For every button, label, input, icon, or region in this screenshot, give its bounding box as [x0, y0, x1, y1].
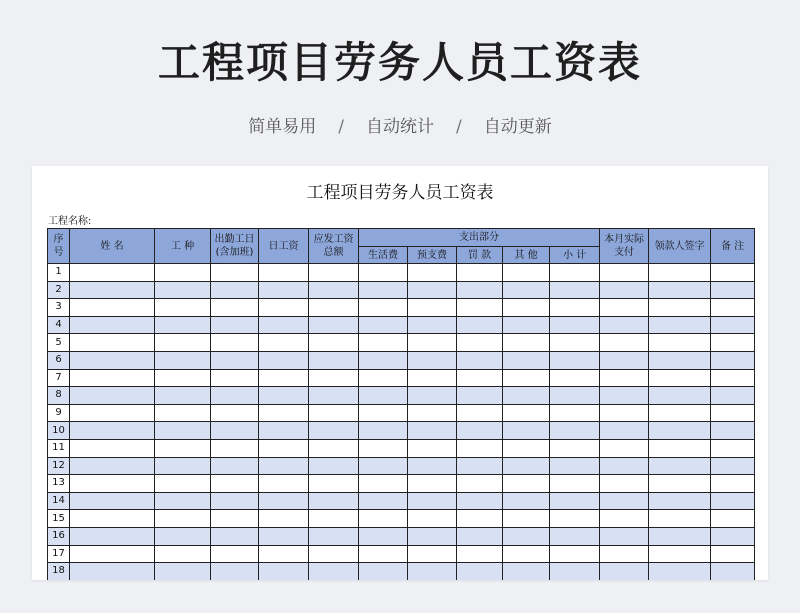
header-expense-group: 支出部分 [359, 229, 600, 247]
table-cell[interactable] [359, 316, 408, 334]
table-cell[interactable] [649, 475, 711, 493]
table-cell[interactable] [503, 404, 550, 422]
row-number: 1 [48, 264, 70, 282]
table-cell[interactable] [649, 264, 711, 282]
table-cell[interactable] [259, 316, 309, 334]
table-cell[interactable] [711, 299, 755, 317]
table-cell[interactable] [259, 404, 309, 422]
table-cell[interactable] [359, 387, 408, 405]
table-cell[interactable] [408, 351, 457, 369]
table-cell[interactable] [408, 299, 457, 317]
table-cell[interactable] [649, 510, 711, 528]
row-number: 2 [48, 281, 70, 299]
table-cell[interactable] [155, 492, 211, 510]
table-cell[interactable] [211, 527, 259, 545]
table-cell[interactable] [649, 299, 711, 317]
table-cell[interactable] [155, 281, 211, 299]
row-number: 11 [48, 439, 70, 457]
table-cell[interactable] [550, 369, 600, 387]
table-cell[interactable] [211, 422, 259, 440]
table-cell[interactable] [408, 439, 457, 457]
table-cell[interactable] [711, 334, 755, 352]
table-cell[interactable] [408, 527, 457, 545]
table-cell[interactable] [259, 457, 309, 475]
table-cell[interactable] [359, 545, 408, 563]
table-cell[interactable] [550, 545, 600, 563]
table-cell[interactable] [211, 404, 259, 422]
table-cell[interactable] [711, 457, 755, 475]
table-cell[interactable] [550, 422, 600, 440]
table-cell[interactable] [649, 404, 711, 422]
header-other: 其 他 [503, 247, 550, 264]
table-cell[interactable] [600, 404, 649, 422]
row-number: 9 [48, 404, 70, 422]
table-cell[interactable] [359, 563, 408, 580]
table-cell[interactable] [550, 563, 600, 580]
table-cell[interactable] [711, 563, 755, 580]
table-cell[interactable] [711, 545, 755, 563]
table-cell[interactable] [711, 316, 755, 334]
table-cell[interactable] [259, 475, 309, 493]
table-cell[interactable] [211, 264, 259, 282]
table-cell[interactable] [359, 527, 408, 545]
table-cell[interactable] [457, 475, 503, 493]
table-cell[interactable] [600, 334, 649, 352]
table-cell[interactable] [711, 404, 755, 422]
table-cell[interactable] [155, 545, 211, 563]
table-cell[interactable] [408, 404, 457, 422]
table-cell[interactable] [309, 369, 359, 387]
feature-tagline [0, 112, 800, 137]
table-cell[interactable] [503, 334, 550, 352]
table-cell[interactable] [155, 316, 211, 334]
table-cell[interactable] [457, 351, 503, 369]
table-cell[interactable] [649, 334, 711, 352]
row-number: 15 [48, 510, 70, 528]
table-cell[interactable] [259, 351, 309, 369]
table-cell[interactable] [155, 475, 211, 493]
table-cell[interactable] [408, 563, 457, 580]
table-cell[interactable] [211, 492, 259, 510]
table-cell[interactable] [211, 563, 259, 580]
table-cell[interactable] [359, 475, 408, 493]
table-cell[interactable] [211, 316, 259, 334]
row-number: 5 [48, 334, 70, 352]
table-cell[interactable] [457, 527, 503, 545]
row-number: 12 [48, 457, 70, 475]
table-cell[interactable] [211, 281, 259, 299]
table-cell[interactable] [259, 439, 309, 457]
table-cell[interactable] [649, 439, 711, 457]
row-number: 18 [48, 563, 70, 580]
table-cell[interactable] [309, 439, 359, 457]
table-cell[interactable] [600, 439, 649, 457]
table-cell[interactable] [649, 281, 711, 299]
table-cell[interactable] [600, 264, 649, 282]
table-row [48, 299, 755, 317]
feature-easy: 简单易用 [248, 117, 317, 137]
table-cell[interactable] [309, 422, 359, 440]
table-cell[interactable] [457, 316, 503, 334]
table-cell[interactable] [359, 457, 408, 475]
table-cell[interactable] [408, 281, 457, 299]
table-row [48, 510, 755, 528]
header-attendance: 出勤工日(含加班) [211, 229, 259, 264]
table-cell[interactable] [550, 334, 600, 352]
table-cell[interactable] [70, 545, 155, 563]
table-cell[interactable] [309, 387, 359, 405]
table-cell[interactable] [155, 387, 211, 405]
table-cell[interactable] [70, 281, 155, 299]
table-cell[interactable] [309, 351, 359, 369]
table-cell[interactable] [259, 387, 309, 405]
row-number: 13 [48, 475, 70, 493]
table-cell[interactable] [600, 527, 649, 545]
table-cell[interactable] [211, 334, 259, 352]
table-cell[interactable] [211, 510, 259, 528]
row-number: 16 [48, 527, 70, 545]
table-cell[interactable] [550, 316, 600, 334]
table-cell[interactable] [503, 422, 550, 440]
table-cell[interactable] [155, 404, 211, 422]
header-subtotal: 小 计 [550, 247, 600, 264]
spreadsheet-preview [32, 166, 768, 580]
table-cell[interactable] [457, 369, 503, 387]
table-cell[interactable] [309, 299, 359, 317]
row-number: 8 [48, 387, 70, 405]
table-cell[interactable] [711, 439, 755, 457]
table-cell[interactable] [211, 457, 259, 475]
table-cell[interactable] [503, 369, 550, 387]
table-cell[interactable] [309, 545, 359, 563]
table-cell[interactable] [457, 492, 503, 510]
table-cell[interactable] [600, 563, 649, 580]
table-cell[interactable] [503, 439, 550, 457]
table-cell[interactable] [503, 299, 550, 317]
row-number: 7 [48, 369, 70, 387]
table-cell[interactable] [259, 299, 309, 317]
table-row [48, 316, 755, 334]
table-cell[interactable] [457, 281, 503, 299]
table-cell[interactable] [155, 369, 211, 387]
table-cell[interactable] [155, 527, 211, 545]
table-cell[interactable] [457, 334, 503, 352]
table-cell[interactable] [70, 299, 155, 317]
header-fine: 罚 款 [457, 247, 503, 264]
table-cell[interactable] [70, 422, 155, 440]
table-cell[interactable] [155, 457, 211, 475]
table-cell[interactable] [649, 457, 711, 475]
table-cell[interactable] [600, 387, 649, 405]
table-cell[interactable] [711, 281, 755, 299]
table-cell[interactable] [70, 563, 155, 580]
table-cell[interactable] [155, 264, 211, 282]
table-cell[interactable] [711, 527, 755, 545]
table-cell[interactable] [155, 351, 211, 369]
table-cell[interactable] [600, 316, 649, 334]
table-cell[interactable] [70, 316, 155, 334]
table-cell[interactable] [711, 475, 755, 493]
table-cell[interactable] [70, 334, 155, 352]
table-cell[interactable] [711, 264, 755, 282]
table-row [48, 563, 755, 580]
table-cell[interactable] [408, 457, 457, 475]
table-cell[interactable] [359, 439, 408, 457]
table-cell[interactable] [359, 264, 408, 282]
table-cell[interactable] [259, 527, 309, 545]
table-cell[interactable] [457, 299, 503, 317]
table-cell[interactable] [550, 387, 600, 405]
table-cell[interactable] [503, 457, 550, 475]
table-cell[interactable] [649, 492, 711, 510]
table-cell[interactable] [649, 369, 711, 387]
table-cell[interactable] [711, 422, 755, 440]
table-row [48, 457, 755, 475]
page-title: 工程项目劳务人员工资表 [157, 38, 642, 87]
header-seq: 序号 [48, 229, 70, 264]
table-cell[interactable] [408, 545, 457, 563]
table-cell[interactable] [457, 264, 503, 282]
table-cell[interactable] [70, 475, 155, 493]
table-row [48, 334, 755, 352]
table-cell[interactable] [600, 299, 649, 317]
table-cell[interactable] [503, 351, 550, 369]
table-row [48, 369, 755, 387]
table-cell[interactable] [457, 387, 503, 405]
table-cell[interactable] [649, 316, 711, 334]
table-cell[interactable] [408, 316, 457, 334]
table-cell[interactable] [600, 351, 649, 369]
table-cell[interactable] [70, 369, 155, 387]
table-cell[interactable] [70, 492, 155, 510]
table-cell[interactable] [550, 527, 600, 545]
header-daily-wage: 日工资 [259, 229, 309, 264]
table-cell[interactable] [457, 545, 503, 563]
table-cell[interactable] [259, 369, 309, 387]
table-cell[interactable] [600, 369, 649, 387]
table-cell[interactable] [600, 492, 649, 510]
table-cell[interactable] [457, 457, 503, 475]
table-cell[interactable] [309, 475, 359, 493]
table-cell[interactable] [408, 369, 457, 387]
table-cell[interactable] [309, 457, 359, 475]
table-cell[interactable] [309, 264, 359, 282]
table-cell[interactable] [259, 545, 309, 563]
table-cell[interactable] [359, 510, 408, 528]
table-cell[interactable] [503, 545, 550, 563]
row-number: 17 [48, 545, 70, 563]
table-cell[interactable] [550, 510, 600, 528]
table-cell[interactable] [70, 457, 155, 475]
header-signature: 领款人签字 [649, 229, 711, 264]
table-cell[interactable] [155, 422, 211, 440]
table-cell[interactable] [359, 369, 408, 387]
header-living: 生活费 [359, 247, 408, 264]
table-cell[interactable] [550, 281, 600, 299]
table-row [48, 545, 755, 563]
table-cell[interactable] [309, 492, 359, 510]
table-cell[interactable] [550, 404, 600, 422]
table-cell[interactable] [408, 387, 457, 405]
table-cell[interactable] [211, 545, 259, 563]
table-cell[interactable] [155, 563, 211, 580]
table-cell[interactable] [457, 439, 503, 457]
table-cell[interactable] [600, 510, 649, 528]
table-cell[interactable] [649, 422, 711, 440]
table-cell[interactable] [259, 281, 309, 299]
table-cell[interactable] [211, 351, 259, 369]
header-paid: 本月实际支付 [600, 229, 649, 264]
table-cell[interactable] [503, 475, 550, 493]
table-cell[interactable] [550, 299, 600, 317]
table-cell[interactable] [155, 510, 211, 528]
table-row [48, 264, 755, 282]
feature-auto-stats: 自动统计 [366, 117, 434, 137]
table-cell[interactable] [600, 422, 649, 440]
header-advance: 预支费 [408, 247, 457, 264]
table-cell[interactable] [70, 439, 155, 457]
table-cell[interactable] [600, 281, 649, 299]
table-cell[interactable] [309, 281, 359, 299]
table-cell[interactable] [711, 351, 755, 369]
table-cell[interactable] [503, 264, 550, 282]
table-cell[interactable] [359, 351, 408, 369]
table-cell[interactable] [211, 475, 259, 493]
table-cell[interactable] [649, 563, 711, 580]
separator: / [456, 117, 462, 137]
table-cell[interactable] [408, 475, 457, 493]
table-cell[interactable] [408, 510, 457, 528]
table-cell[interactable] [503, 527, 550, 545]
table-cell[interactable] [309, 404, 359, 422]
table-cell[interactable] [70, 387, 155, 405]
table-cell[interactable] [155, 334, 211, 352]
table-cell[interactable] [503, 316, 550, 334]
table-row [48, 281, 755, 299]
table-cell[interactable] [155, 439, 211, 457]
table-cell[interactable] [649, 527, 711, 545]
table-cell[interactable] [711, 510, 755, 528]
table-cell[interactable] [550, 475, 600, 493]
header-trade: 工 种 [155, 229, 211, 264]
header-remark: 备 注 [711, 229, 755, 264]
table-row [48, 351, 755, 369]
table-cell[interactable] [259, 334, 309, 352]
table-cell[interactable] [259, 510, 309, 528]
table-cell[interactable] [550, 351, 600, 369]
table-cell[interactable] [211, 369, 259, 387]
separator: / [338, 117, 344, 137]
table-cell[interactable] [359, 404, 408, 422]
table-row [48, 475, 755, 493]
table-row [48, 492, 755, 510]
table-cell[interactable] [503, 510, 550, 528]
row-number: 14 [48, 492, 70, 510]
table-cell[interactable] [259, 422, 309, 440]
table-cell[interactable] [211, 387, 259, 405]
header-total-wage: 应发工资总额 [309, 229, 359, 264]
wage-table [47, 228, 755, 580]
feature-auto-update: 自动更新 [483, 117, 552, 137]
table-cell[interactable] [155, 299, 211, 317]
table-cell[interactable] [211, 439, 259, 457]
table-cell[interactable] [309, 563, 359, 580]
table-cell[interactable] [359, 492, 408, 510]
table-cell[interactable] [359, 334, 408, 352]
table-row [48, 422, 755, 440]
table-row [48, 387, 755, 405]
table-cell[interactable] [70, 527, 155, 545]
table-cell[interactable] [309, 334, 359, 352]
table-cell[interactable] [649, 387, 711, 405]
table-cell[interactable] [70, 351, 155, 369]
table-cell[interactable] [503, 387, 550, 405]
table-cell[interactable] [550, 457, 600, 475]
table-cell[interactable] [550, 492, 600, 510]
sheet-title: 工程项目劳务人员工资表 [306, 183, 494, 203]
table-row [48, 527, 755, 545]
table-row [48, 404, 755, 422]
table-cell[interactable] [711, 369, 755, 387]
table-cell[interactable] [711, 492, 755, 510]
table-cell[interactable] [457, 404, 503, 422]
header-name: 姓 名 [70, 229, 155, 264]
table-cell[interactable] [457, 422, 503, 440]
table-cell[interactable] [408, 334, 457, 352]
table-cell[interactable] [259, 492, 309, 510]
table-cell[interactable] [457, 510, 503, 528]
table-cell[interactable] [359, 422, 408, 440]
table-cell[interactable] [711, 387, 755, 405]
table-cell[interactable] [359, 299, 408, 317]
table-body [48, 264, 755, 581]
table-cell[interactable] [503, 563, 550, 580]
table-cell[interactable] [457, 563, 503, 580]
table-cell[interactable] [359, 281, 408, 299]
table-cell[interactable] [309, 527, 359, 545]
table-cell[interactable] [259, 264, 309, 282]
row-number: 3 [48, 299, 70, 317]
table-cell[interactable] [600, 545, 649, 563]
row-number: 4 [48, 316, 70, 334]
table-cell[interactable] [259, 563, 309, 580]
table-cell[interactable] [503, 492, 550, 510]
table-cell[interactable] [70, 510, 155, 528]
table-cell[interactable] [408, 492, 457, 510]
table-cell[interactable] [70, 264, 155, 282]
table-cell[interactable] [550, 439, 600, 457]
row-number: 6 [48, 351, 70, 369]
table-cell[interactable] [70, 404, 155, 422]
table-cell[interactable] [408, 422, 457, 440]
table-cell[interactable] [550, 264, 600, 282]
table-cell[interactable] [649, 351, 711, 369]
table-cell[interactable] [309, 316, 359, 334]
table-cell[interactable] [649, 545, 711, 563]
table-cell[interactable] [408, 264, 457, 282]
table-row [48, 439, 755, 457]
table-cell[interactable] [503, 281, 550, 299]
table-cell[interactable] [600, 457, 649, 475]
row-number: 10 [48, 422, 70, 440]
project-name-label: 工程名称: [48, 216, 92, 227]
table-cell[interactable] [600, 475, 649, 493]
table-cell[interactable] [211, 299, 259, 317]
table-cell[interactable] [309, 510, 359, 528]
